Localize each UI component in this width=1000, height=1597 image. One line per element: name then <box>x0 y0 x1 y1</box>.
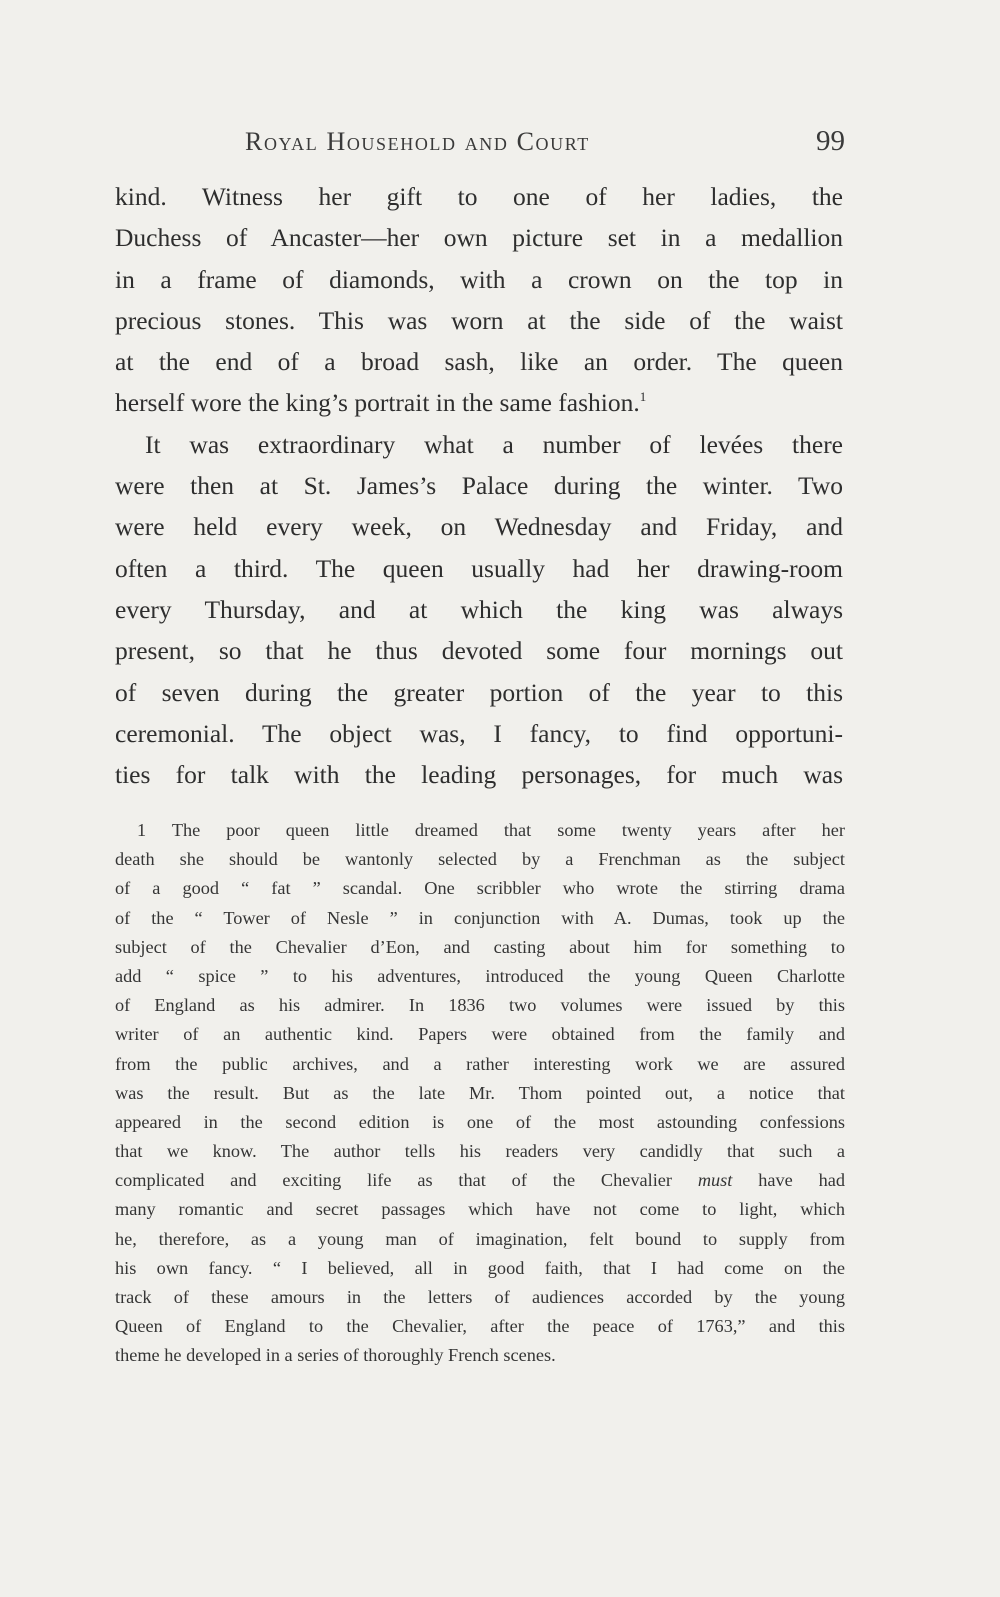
paragraph-start-line: It was extraordinary what a number of levées there <box>145 429 843 459</box>
footnote-line: death she should be wantonly selected by a Frenchman as the subject <box>115 849 845 870</box>
italic-emphasis: must <box>697 1170 733 1191</box>
footnote-line: of the “ Tower of Nesle ” in conjunction with A. Dumas, took up the <box>115 907 845 928</box>
page-number: 99 <box>816 125 845 157</box>
footnote-line <box>115 816 845 845</box>
footnote-reference: 1 <box>639 389 647 405</box>
text-line <box>115 382 843 423</box>
footnote-line-content: The poor queen little dreamed that some twenty years after her <box>171 820 845 840</box>
footnote-line: many romantic and secret passages which have not come to light, which <box>115 1199 845 1220</box>
text-line: were held every week, on Wednesday and Friday, and <box>115 512 843 542</box>
footnote-line-content: complicated and exciting life as that of the Chevalier <box>115 1170 672 1191</box>
footnote-line <box>115 1166 845 1195</box>
footnote-line: subject of the Chevalier d’Eon, and casting about him for something to <box>115 936 845 957</box>
footnote-line: that we know. The author tells his readers very candidly that such a <box>115 1141 845 1162</box>
footnote-line: of a good “ fat ” scandal. One scribbler who wrote the stirring drama <box>115 878 845 899</box>
footnote-line: theme he developed in a series of thoroughly French scenes. <box>115 1345 556 1366</box>
running-title: Royal Household and Court <box>245 127 590 156</box>
footnote-line: track of these amours in the letters of audiences accorded by the young <box>115 1287 845 1307</box>
text-line: of seven during the greater portion of the year to this <box>115 677 843 707</box>
text-line: Duchess of Ancaster—her own picture set in a medallion <box>115 223 843 253</box>
text-line: kind. Witness her gift to one of her ladies, the <box>115 182 843 211</box>
text-line: were then at St. James’s Palace during the winter. Two <box>115 471 843 501</box>
footnote-line: his own fancy. “ I believed, all in good faith, that I had come on the <box>115 1257 845 1278</box>
footnote <box>115 816 845 1371</box>
text-line: ceremonial. The object was, I fancy, to find opportuni- <box>115 718 843 748</box>
footnote-line: was the result. But as the late Mr. Thom pointed out, a notice that <box>115 1082 845 1103</box>
footnote-line: writer of an authentic kind. Papers were obtained from the family and <box>115 1024 845 1045</box>
text-line: present, so that he thus devoted some four mornings out <box>115 636 843 666</box>
footnote-line: add “ spice ” to his adventures, introduced the young Queen Charlotte <box>115 965 845 986</box>
text-line: precious stones. This was worn at the side of the waist <box>115 305 843 335</box>
text-line: often a third. The queen usually had her drawing-room <box>115 553 843 583</box>
footnote-line: he, therefore, as a young man of imagination, felt bound to supply from <box>115 1228 845 1249</box>
text-line: every Thursday, and at which the king was always <box>115 594 843 624</box>
text-line: ties for talk with the leading personages, for much was <box>115 760 843 790</box>
footnote-line: of England as his admirer. In 1836 two volumes were issued by this <box>115 995 845 1016</box>
footnote-line: appeared in the second edition is one of the most astounding confessions <box>115 1111 845 1132</box>
text-line: in a frame of diamonds, with a crown on the top in <box>115 264 843 294</box>
footnote-marker: 1 <box>137 820 147 840</box>
text-line: at the end of a broad sash, like an order. The queen <box>115 347 843 377</box>
footnote-line: Queen of England to the Chevalier, after the peace of 1763,” and this <box>115 1316 845 1337</box>
running-header <box>245 125 845 158</box>
footnote-line: from the public archives, and a rather interesting work we are assured <box>115 1053 845 1074</box>
footnote-line-content: have had <box>758 1170 845 1191</box>
text-line-content: herself wore the king’s portrait in the same fashion. <box>115 388 640 418</box>
main-text <box>115 176 843 795</box>
